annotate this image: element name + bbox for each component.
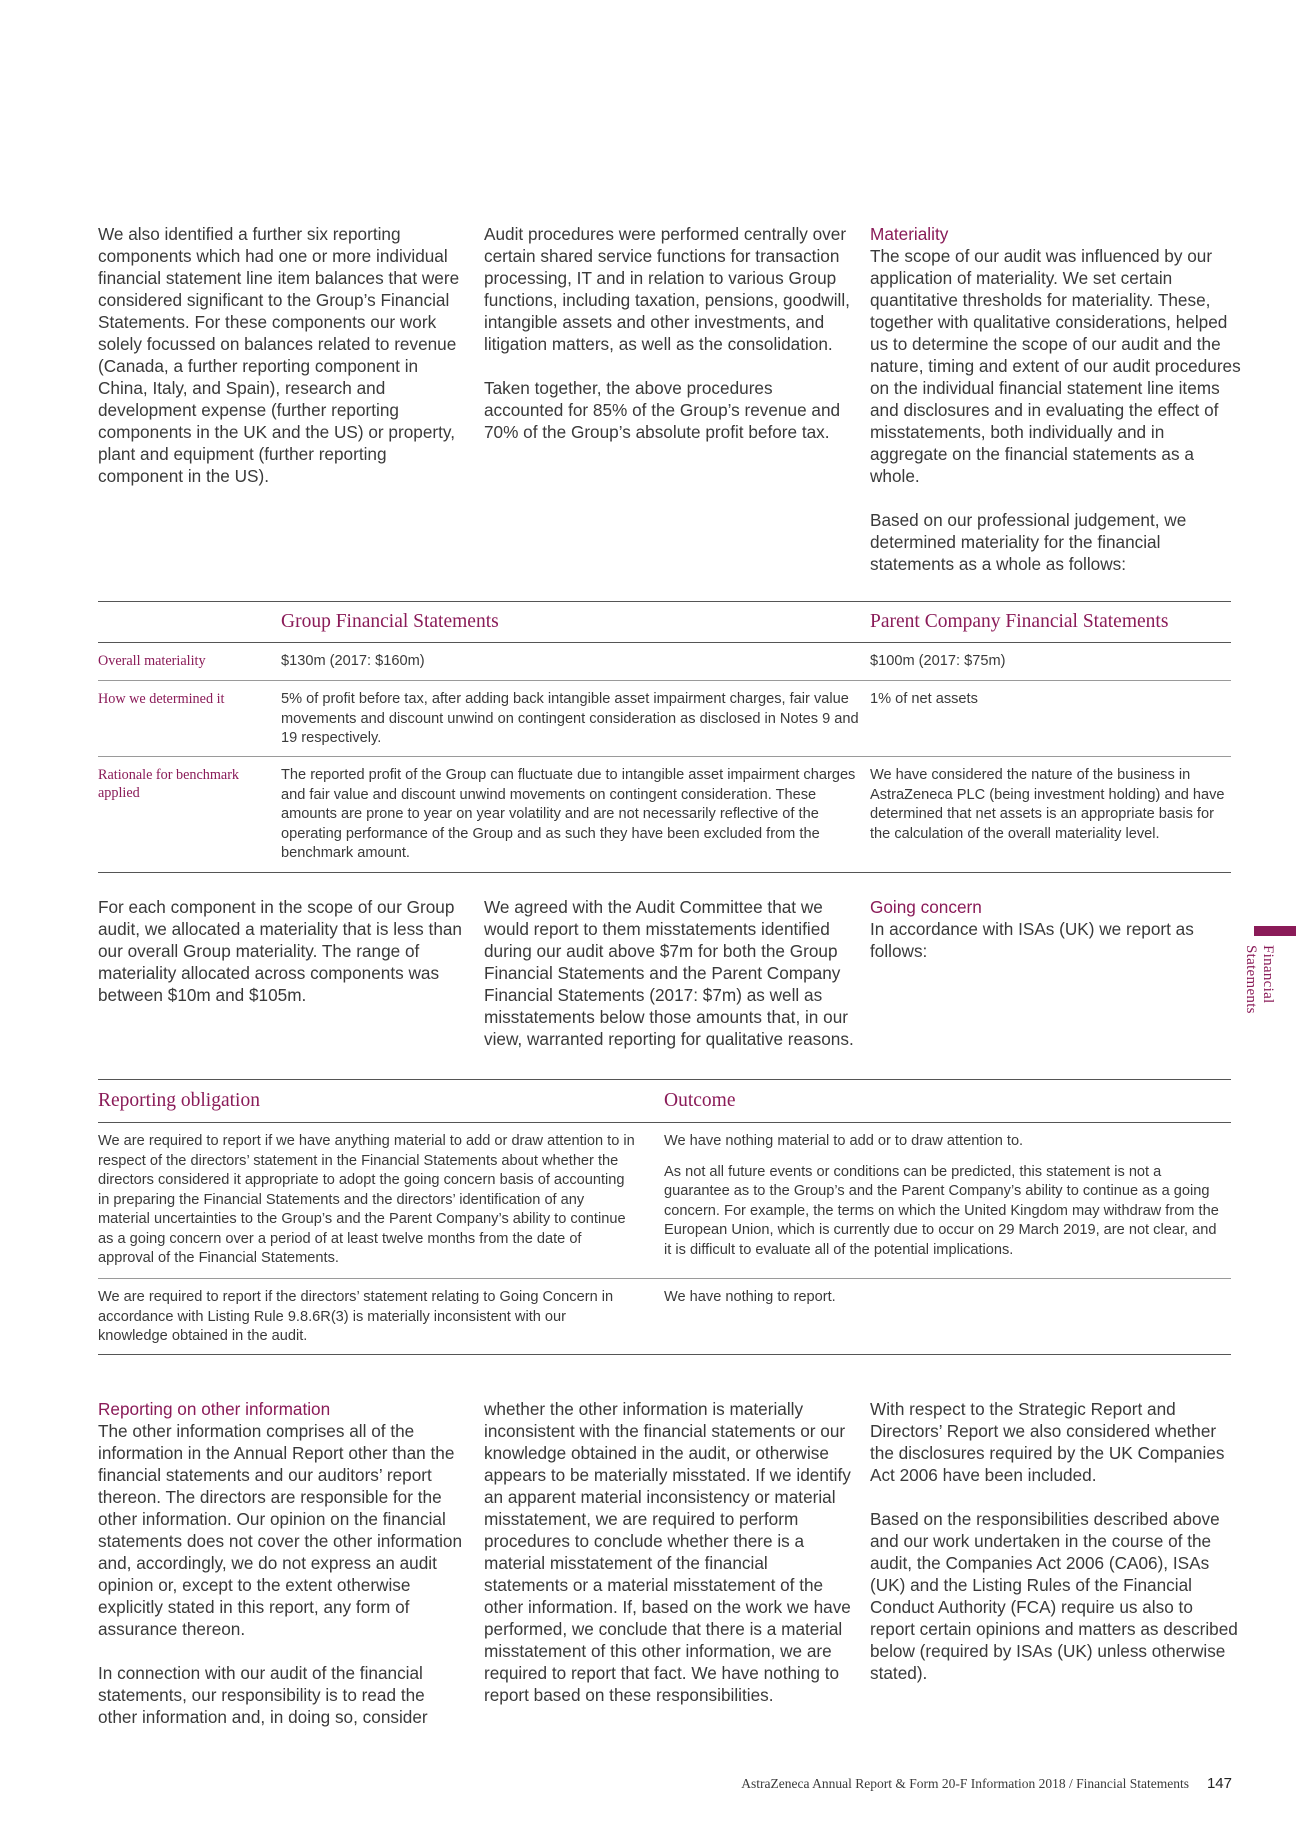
going-concern-heading: Going concern [870,897,982,917]
materiality-table-header [98,601,1231,643]
footer-text: AstraZeneca Annual Report & Form 20-F Information 2018 / Financial Statements [741,1776,1189,1791]
row-label: Rationale for benchmark applied [98,767,240,801]
middle-column-3 [870,896,1242,962]
table-row [98,1123,1231,1279]
intro-paragraph: The scope of our audit was influenced by our application of materiality. We set certain quantitative thresholds for materiality. These, together with qualitative considerations, helped us to determine the scope of our audit and the nature, timing and extent of our audit procedures on the individual financial statement line items and disclosures and in evaluating the effect of misstatements, both individually and in aggregate on the financial statements as a whole. [870,246,1241,486]
outcome-cell [664,1288,1224,1308]
header-outcome: Outcome [664,1090,736,1111]
other-info-paragraph: Based on the responsibilities described above and our work undertaken in the course of the audit, the Companies Act 2006 (CA06), ISAs (UK) and the Listing Rules of the Financial Conduct Authority (FCA) require us also to report certain opinions and matters as described below (required by ISAs (UK) unless otherwise stated). [870,1509,1238,1683]
row-label: How we determined it [98,691,225,707]
intro-column-2 [484,223,854,443]
other-info-column-2 [484,1398,854,1706]
other-info-column-3 [870,1398,1242,1684]
other-info-paragraph: whether the other information is materially inconsistent with the financial statements or our knowledge obtained in the audit, or otherwise appears to be materially misstated. If we identify an apparent material inconsistency or material misstatement, we are required to perform procedures to conclude whether there is a material misstatement of the financial statements or a material misstatement of the other information. If, based on the work we have performed, we conclude that there is a material misstatement of this other information, we are required to report that fact. We have nothing to report based on these responsibilities. [484,1399,851,1705]
row-parent-value: 1% of net assets [870,691,978,707]
going-concern-table-header [98,1079,1231,1123]
header-reporting-obligation: Reporting obligation [98,1090,260,1111]
materiality-table [98,601,1231,873]
intro-paragraph: Taken together, the above procedures accounted for 85% of the Group’s revenue and 70% of the Group’s absolute profit before tax. [484,378,841,442]
materiality-heading: Materiality [870,224,949,244]
reporting-on-other-information-heading: Reporting on other information [98,1399,331,1419]
intro-paragraph: Audit procedures were performed centrally over certain shared service functions for transaction processing, IT and in relation to various Group functions, including taxation, pensions, goodwill, intangible assets and other investments, and litigation matters, as well as the consolidation. [484,224,850,354]
table-row [98,643,1231,681]
row-group-value: $130m (2017: $160m) [281,653,425,669]
outcome-text: We have nothing to report. [664,1289,836,1305]
obligation-text: We are required to report if the directors’ statement relating to Going Concern in accordance with Listing Rule 9.8.6R(3) is materially inconsistent with our knowledge obtained in the audit. [98,1289,614,1344]
row-parent-value: $100m (2017: $75m) [870,653,1006,669]
section-tab-label: Financial Statements [1243,945,1276,1014]
row-parent-value: We have considered the nature of the business in AstraZeneca PLC (being investment holding) and have determined that net assets is an appropriate basis for the calculation of the overall materiality level. [870,767,1225,842]
other-info-column-1 [98,1398,468,1728]
middle-column-2 [484,896,854,1050]
intro-paragraph: Based on our professional judgement, we determined materiality for the financial statements as a whole as follows: [870,510,1187,574]
row-group-value: The reported profit of the Group can fluctuate due to intangible asset impairment charges and fair value and discount unwind movements on contingent consideration. These amounts are prone to year on year volatility and are not necessarily reflective of the operating performance of the Group and as such they have been excluded from the benchmark amount. [281,767,856,861]
page-number: 147 [1206,1775,1232,1792]
section-tab-marker [1254,926,1296,936]
row-label: Overall materiality [98,653,206,669]
header-group-financial-statements: Group Financial Statements [281,611,499,632]
header-parent-company-financial-statements: Parent Company Financial Statements [870,611,1169,632]
intro-column-1 [98,223,468,487]
table-row [98,1279,1231,1355]
intro-column-3 [870,223,1242,575]
middle-paragraph: For each component in the scope of our Group audit, we allocated a materiality that is less than our overall Group materiality. The range of materiality allocated across components was between $10m and $105m. [98,897,462,1005]
intro-paragraph: We also identified a further six reporting components which had one or more individual financial statement line item balances that were considered significant to the Group’s Financial Statements. For these components our work solely focussed on balances related to revenue (Canada, a further reporting component in China, Italy, and Spain), research and development expense (further reporting components in the UK and the US) or property, plant and equipment (further reporting component in the US). [98,224,460,486]
table-row [98,757,1231,873]
middle-paragraph: In accordance with ISAs (UK) we report as follows: [870,919,1194,961]
row-group-value: 5% of profit before tax, after adding back intangible asset impairment charges, fair value movements and discount unwind on contingent consideration as disclosed in Notes 9 and 19 respectively. [281,691,859,746]
other-info-paragraph: The other information comprises all of the information in the Annual Report other than the financial statements and our auditors’ report thereon. The directors are responsible for the other information. Our opinion on the financial statements does not cover the other information and, accordingly, we do not express an audit opinion or, except to the extent otherwise explicitly stated in this report, any form of assurance thereon. [98,1421,463,1639]
middle-column-1 [98,896,468,1006]
outcome-text: We have nothing material to add or to draw attention to. [664,1133,1024,1149]
other-info-paragraph: In connection with our audit of the financial statements, our responsibility is to read the other information and, in doing so, consider [98,1663,428,1727]
middle-paragraph: We agreed with the Audit Committee that we would report to them misstatements identified during our audit above $7m for both the Group Financial Statements and the Parent Company Financial Statements (2017: $7m) as well as misstatements below those amounts that, in our view, warranted reporting for qualitative reasons. [484,897,854,1049]
other-info-paragraph: With respect to the Strategic Report and Directors’ Report we also considered whether the disclosures required by the UK Companies Act 2006 have been included. [870,1399,1225,1485]
table-row [98,681,1231,757]
page-footer [560,1775,1232,1792]
going-concern-table [98,1079,1231,1355]
outcome-text: As not all future events or conditions can be predicted, this statement is not a guarantee as to the Group’s and the Parent Company’s ability to continue as a going concern. For example, the terms on which the United Kingdom may withdraw from the European Union, which is currently due to occur on 29 March 2019, are not clear, and it is difficult to evaluate all of the potential implications. [664,1163,1219,1258]
outcome-cell [664,1132,1224,1260]
obligation-text: We are required to report if we have anything material to add or draw attention to in respect of the directors’ statement in the Financial Statements about whether the directors considered it appropriate to adopt the going concern basis of accounting in preparing the Financial Statements and the directors’ identification of any material uncertainties to the Group’s and the Parent Company’s ability to continue as a going concern over a period of at least twelve months from the date of approval of the Financial Statements. [98,1133,635,1266]
